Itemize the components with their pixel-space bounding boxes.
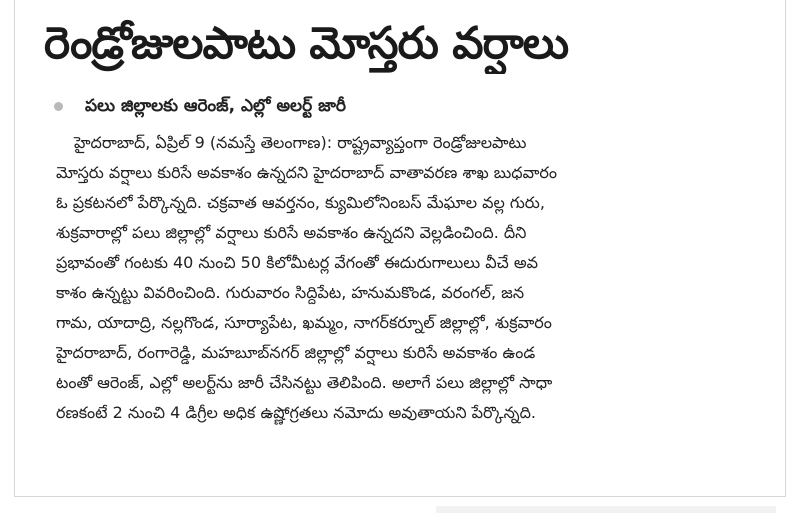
article-headline: రెండ్రోజులపాటు మోస్తరు వర్షాలు [44, 18, 569, 69]
article-body [56, 128, 772, 428]
body-line: ప్రభావంతో గంటకు 40 నుంచి 50 కిలోమీటర్ల వేగంతో ఈదురుగాలులు వీచే అవ [56, 253, 539, 272]
body-line: శుక్రవారాల్లో పలు జిల్లాల్లో వర్షాలు కురిసే అవకాశం ఉన్నదని వెల్లడించింది. దీని [56, 223, 527, 242]
body-line: హైదరాబాద్, ఏప్రిల్ 9 (నమస్తే తెలంగాణ): రాష్ట్రవ్యాప్తంగా రెండ్రోజులపాటు [74, 133, 527, 152]
body-line: గామ, యాదాద్రి, నల్లగొండ, సూర్యాపేట, ఖమ్మం, నాగర్‌కర్నూల్ జిల్లాల్లో, శుక్రవారం [56, 313, 552, 332]
article-subhead: పలు జిల్లాలకు ఆరెంజ్, ఎల్లో అలర్ట్ జారీ [85, 96, 346, 116]
body-line: ఓ ప్రకటనలో పేర్కొన్నది. చక్రవాత ఆవర్తనం, క్యుమిలోనింబస్ మేఘాల వల్ల గురు, [56, 193, 545, 212]
body-line: రణకంటే 2 నుంచి 4 డిగ్రీల అధిక ఉష్ణోగ్రతలు నమోదు అవుతాయని పేర్కొన్నది. [56, 403, 536, 422]
subhead-row [54, 94, 346, 118]
body-line: కాశం ఉన్నట్టు వివరించింది. గురువారం సిద్దిపేట, హనుమకొండ, వరంగల్, జన [56, 283, 525, 302]
page-edge-strip [436, 506, 776, 513]
bullet-dot-icon [54, 102, 63, 111]
body-line: మోస్తరు వర్షాలు కురిసే అవకాశం ఉన్నదని హైదరాబాద్ వాతావరణ శాఖ బుధవారం [56, 163, 557, 182]
body-line: హైదరాబాద్, రంగారెడ్డి, మహబూబ్‌నగర్ జిల్లాల్లో వర్షాలు కురిసే అవకాశం ఉండ [56, 343, 536, 362]
body-line: టంతో ఆరెంజ్, ఎల్లో అలర్ట్‌ను జారీ చేసినట్టు తెలిపింది. అలాగే పలు జిల్లాల్లో సాధా [56, 373, 553, 392]
